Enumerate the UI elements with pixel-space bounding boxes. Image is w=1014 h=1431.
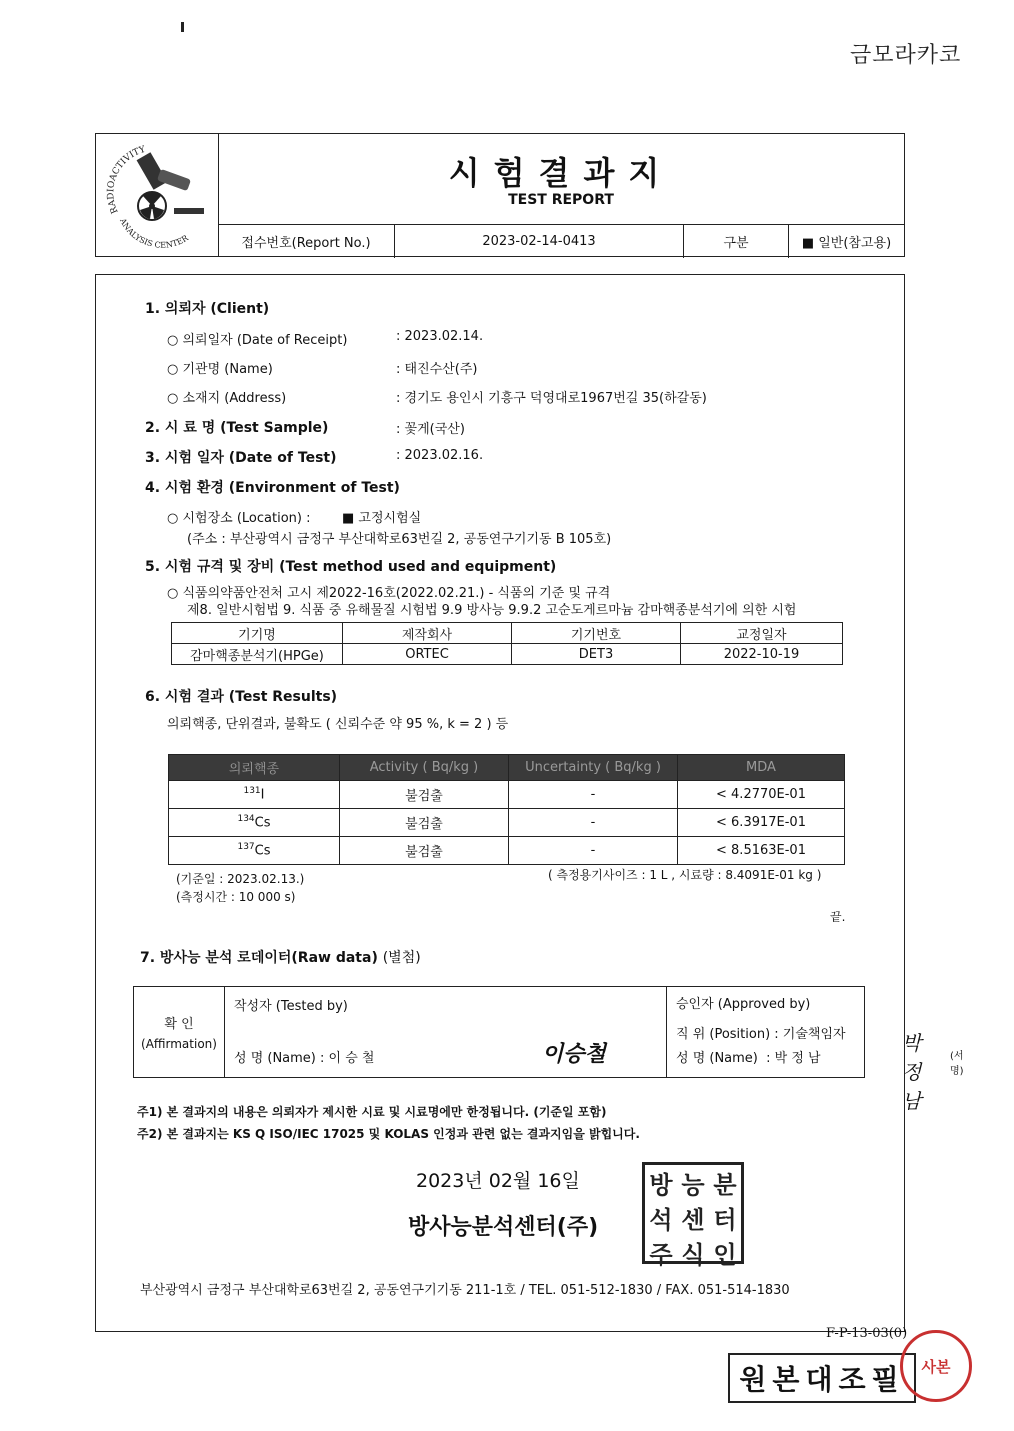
form-code: F-P-13-03(0) — [826, 1326, 908, 1341]
measure-time: (측정시간 : 10 000 s) — [176, 890, 296, 904]
issue-date: 2023년 02월 16일 — [416, 1170, 580, 1192]
tester-cell — [224, 987, 667, 1077]
activity-cell: 불검출 — [340, 781, 509, 809]
handwritten-note: 금모라카코 — [850, 43, 962, 68]
container-info: ( 측정용기사이즈 : 1 L , 시료량 : 8.4091E-01 kg ) — [548, 868, 822, 882]
approver-name: 성 명 (Name) : 박 정 남 — [676, 1051, 821, 1066]
report-title: 시험결과지 — [448, 154, 674, 192]
raw-data-title: 7. 방사능 분석 로데이터(Raw data) — [140, 950, 378, 966]
affirmation-label-cell — [134, 987, 225, 1077]
svg-text:ANALYSIS CENTER: ANALYSIS CENTER — [118, 216, 190, 250]
svg-text:RADIOACTIVITY: RADIOACTIVITY — [106, 144, 147, 215]
tested-by-label: 작성자 (Tested by) — [234, 999, 348, 1014]
activity-cell: 불검출 — [340, 837, 509, 865]
position-text: 직 위 (Position) : 기술책임자 — [676, 1027, 846, 1042]
approver-signature: 박정남 — [902, 1031, 922, 1113]
table-header-cell: 기기번호 — [512, 623, 681, 644]
nuclide-cell — [169, 781, 340, 809]
method-line1: ○ 식품의약품안전처 고시 제2022-16호(2022.02.21.) - 식품의 기준 및 규격 — [167, 586, 611, 601]
table-cell: 2022-10-19 — [681, 644, 843, 665]
seal-char: 터 — [713, 1206, 737, 1234]
mda-cell: < 8.5163E-01 — [678, 837, 845, 865]
seal-char: 인 — [713, 1241, 737, 1269]
name-label: ○ 기관명 (Name) — [167, 362, 273, 377]
seal-char: 방 — [649, 1171, 673, 1199]
category-value: ■ 일반(참고용) — [801, 236, 892, 251]
environment-heading: 4. 시험 환경 (Environment of Test) — [145, 480, 400, 496]
report-no-label: 접수번호(Report No.) — [218, 225, 395, 258]
raw-data-heading — [140, 947, 421, 967]
radioactivity-logo-icon — [96, 134, 218, 256]
end-mark: 끝. — [830, 910, 846, 924]
report-number-row — [218, 224, 904, 258]
nuclide-cell — [169, 809, 340, 837]
table-header-cell: 기기명 — [172, 623, 343, 644]
table-cell: 감마핵종분석기(HPGe) — [172, 644, 343, 665]
table-cell: DET3 — [512, 644, 681, 665]
tester-signature: 이승철 — [542, 1041, 606, 1067]
note-1: 주1) 본 결과지의 내용은 의뢰자가 제시한 시료 및 시료명에만 한정됩니다. (기준일 포함) — [137, 1105, 607, 1119]
method-line2: 제8. 일반시험법 9. 식품 중 유해물질 시험법 9.9 방사능 9.9.2 고순도게르마늄 감마핵종분석기에 의한 시험 — [187, 603, 797, 618]
address-label: ○ 소재지 (Address) — [167, 391, 287, 406]
equipment-table — [171, 622, 843, 665]
mda-cell: < 6.3917E-01 — [678, 809, 845, 837]
table-row — [172, 644, 843, 665]
name-value: : 태진수산(주) — [396, 362, 478, 377]
table-header-cell: 제작회사 — [343, 623, 512, 644]
receipt-value: : 2023.02.14. — [396, 329, 484, 344]
mass-number: 137 — [237, 842, 255, 853]
location-value: ■ 고정시험실 — [342, 511, 422, 526]
element-symbol: I — [260, 787, 265, 803]
test-date-heading: 3. 시험 일자 (Date of Test) — [145, 450, 337, 466]
sample-value: : 꽃게(국산) — [396, 422, 465, 437]
approved-by-label: 승인자 (Approved by) — [676, 997, 811, 1012]
tester-name: 성 명 (Name) : 이 승 철 — [234, 1051, 375, 1066]
round-red-stamp — [900, 1330, 972, 1402]
table-header-cell: 교정일자 — [681, 623, 843, 644]
raw-data-note: (별첨) — [382, 950, 421, 966]
approver-sign-suffix: (서명) — [950, 1051, 964, 1077]
affirmation-label-en: (Affirmation) — [141, 1037, 217, 1051]
table-cell: ORTEC — [343, 644, 512, 665]
method-heading: 5. 시험 규격 및 장비 (Test method used and equipment) — [145, 559, 557, 575]
table-header-cell: Uncertainty ( Bq/kg ) — [509, 755, 678, 781]
approver-cell — [666, 987, 964, 1113]
seal-char: 주 — [649, 1241, 673, 1269]
report-header — [95, 133, 905, 257]
mass-number: 131 — [243, 786, 261, 797]
table-row — [169, 809, 845, 837]
table-header-row — [172, 623, 843, 644]
category-label: 구분 — [684, 225, 789, 258]
round-stamp-text: 사본 — [921, 1357, 951, 1376]
seal-char: 식 — [681, 1241, 705, 1269]
results-heading: 6. 시험 결과 (Test Results) — [145, 689, 338, 705]
issuer-name: 방사능분석센터(주) — [408, 1215, 599, 1240]
mass-number: 134 — [237, 814, 255, 825]
original-copy-stamp — [728, 1353, 916, 1403]
activity-cell: 불검출 — [340, 809, 509, 837]
footer-address: 부산광역시 금정구 부산대학로63번길 2, 공동연구기기동 211-1호 / TEL. 051-512-1830 / FAX. 051-514-1830 — [140, 1283, 790, 1298]
scan-mark — [181, 22, 184, 32]
nuclide-cell — [169, 837, 340, 865]
table-row — [169, 781, 845, 809]
report-no-value: 2023-02-14-0413 — [395, 225, 684, 258]
receipt-label: ○ 의뢰일자 (Date of Receipt) — [167, 333, 348, 348]
report-subtitle: TEST REPORT — [508, 192, 614, 208]
table-header-cell: 의뢰핵종 — [169, 755, 340, 781]
table-header-cell: MDA — [678, 755, 845, 781]
test-date-value: : 2023.02.16. — [396, 448, 484, 463]
center-logo — [96, 134, 219, 256]
stamp-text: 원본대조필 — [739, 1363, 905, 1396]
seal-char: 분 — [713, 1171, 737, 1199]
uncertainty-cell: - — [509, 837, 678, 865]
note-2: 주2) 본 결과지는 KS Q ISO/IEC 17025 및 KOLAS 인정과 관련 없는 결과지임을 밝힙니다. — [137, 1127, 640, 1141]
affirmation-label-ko: 확 인 — [164, 1017, 194, 1032]
table-row — [169, 837, 845, 865]
uncertainty-cell: - — [509, 809, 678, 837]
element-symbol: Cs — [254, 815, 271, 831]
seal-char: 석 — [649, 1206, 673, 1234]
element-symbol: Cs — [254, 843, 271, 859]
results-intro: 의뢰핵종, 단위결과, 불확도 ( 신뢰수준 약 95 %, k = 2 ) 등 — [167, 717, 509, 732]
reference-date: (기준일 : 2023.02.13.) — [176, 872, 305, 886]
official-seal — [642, 1162, 744, 1269]
location-address: (주소 : 부산광역시 금정구 부산대학로63번길 2, 공동연구기기동 B 105호) — [187, 532, 612, 547]
results-table — [168, 754, 845, 865]
seal-char: 센 — [681, 1206, 705, 1234]
seal-char: 능 — [681, 1171, 705, 1199]
client-heading: 1. 의뢰자 (Client) — [145, 301, 270, 317]
table-header-cell: Activity ( Bq/kg ) — [340, 755, 509, 781]
table-header-row — [169, 755, 845, 781]
mda-cell: < 4.2770E-01 — [678, 781, 845, 809]
address-value: : 경기도 용인시 기흥구 덕영대로1967번길 35(하갈동) — [396, 391, 707, 406]
uncertainty-cell: - — [509, 781, 678, 809]
location-label: ○ 시험장소 (Location) : — [167, 511, 311, 526]
sample-heading: 2. 시 료 명 (Test Sample) — [145, 420, 329, 436]
